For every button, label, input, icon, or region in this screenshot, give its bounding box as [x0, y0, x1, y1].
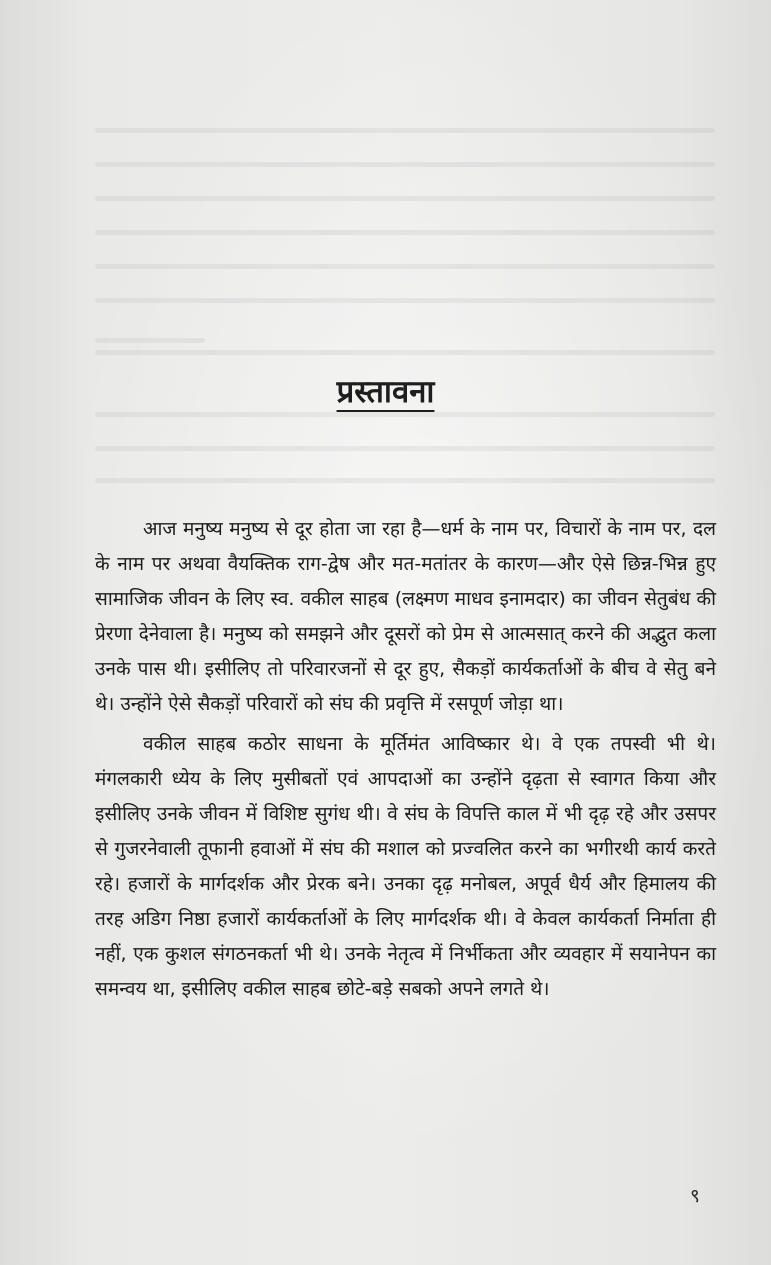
- bleed-through-line: [95, 446, 715, 451]
- page-number: ९: [690, 1185, 700, 1207]
- paragraph: वकील साहब कठोर साधना के मूर्तिमंत आविष्कार थे। वे एक तपस्वी भी थे। मंगलकारी ध्येय के लिए मुसीबतों एवं आपदाओं का उन्होंने दृढ़ता से स्वागत किया और इसीलिए उनके जीवन में विशिष्ट सुगंध थी। वे संघ के विपत्ति काल में भी दृढ़ रहे और उसपर से गुजरनेवाली तूफानी हवाओं में संघ की मशाल को प्रज्वलित करने का भगीरथी कार्य करते रहे। हजारों के मार्गदर्शक और प्रेरक बने। उनका दृढ़ मनोबल, अपूर्व धैर्य और हिमालय की तरह अडिग निष्ठा हजारों कार्यकर्ताओं के लिए मार्गदर्शक थी। वे केवल कार्यकर्ता निर्माता ही नहीं, एक कुशल संगठनकर्ता भी थे। उनके नेतृत्व में निर्भीकता और व्यवहार में सयानेपन का समन्वय था, इसीलिए वकील साहब छोटे-बड़े सबको अपने लगते थे।: [95, 733, 716, 1000]
- bleed-through-line: [95, 196, 715, 201]
- bleed-through-line: [95, 230, 715, 235]
- page-title: प्रस्तावना: [336, 374, 435, 410]
- bleed-through-line: [95, 162, 715, 167]
- body-text: [95, 512, 716, 1012]
- bleed-through-line: [95, 128, 715, 133]
- paragraph: आज मनुष्य मनुष्य से दूर होता जा रहा है—धर्म के नाम पर, विचारों के नाम पर, दल के नाम पर अथवा वैयक्तिक राग-द्वेष और मत-मतांतर के कारण—और ऐसे छिन्न-भिन्न हुए सामाजिक जीवन के लिए स्व. वकील साहब (लक्ष्मण माधव इनामदार) का जीवन सेतुबंध की प्रेरणा देनेवाला है। मनुष्य को समझने और दूसरों को प्रेम से आत्मसात् करने की अद्भुत कला उनके पास थी। इसीलिए तो परिवारजनों से दूर हुए, सैकड़ों कार्यकर्ताओं के बीच वे सेतु बने थे। उन्होंने ऐसे सैकड़ों परिवारों को संघ की प्रवृत्ति में रसपूर्ण जोड़ा था।: [95, 518, 716, 715]
- bleed-through-line: [95, 264, 715, 269]
- bleed-through-line: [95, 412, 715, 417]
- bleed-through-line: [95, 338, 205, 343]
- bleed-through-line: [95, 350, 715, 355]
- bleed-through-line: [95, 478, 715, 483]
- bleed-through-line: [95, 298, 715, 303]
